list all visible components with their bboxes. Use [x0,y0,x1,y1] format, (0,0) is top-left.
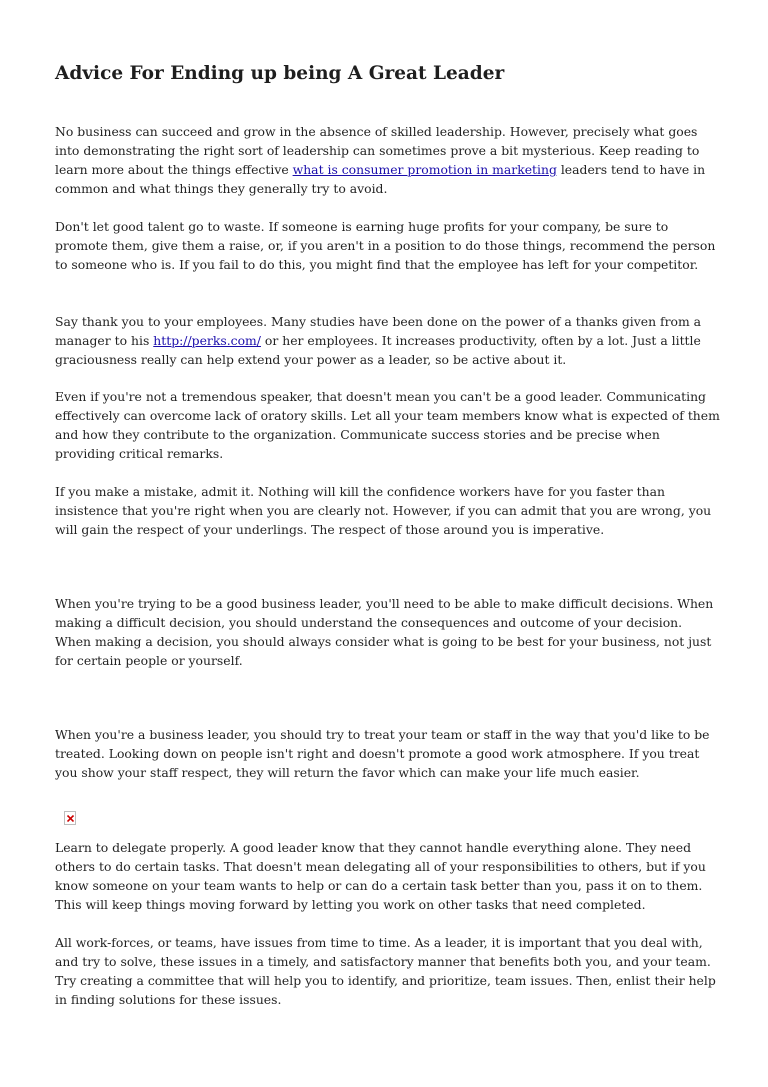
paragraph-delegate: Learn to delegate properly. A good leader know that they cannot handle everything alone. They need others to do certain tasks. That doesn't mean delegating all of your responsibilities to others, but if you know someone on your team wants to help or can do a certain task better than you, pass it on to them. This will keep things moving forward by letting you work on other tasks that need completed. [55,840,706,912]
perks-link[interactable]: http://perks.com/ [153,333,261,348]
paragraph-text: leaders tend to have in common and what things they generally try to avoid. [55,162,706,196]
page-title: Advice For Ending up being A Great Leader [55,63,505,84]
paragraph-mistake: If you make a mistake, admit it. Nothing will kill the confidence workers have for you faster than insistence that you're right when you are clearly not. However, if you can admit that you are wrong, you will gain the respect of your underlings. The respect of those around you is imperative. [55,484,712,537]
paragraph-treatment: When you're a business leader, you should try to treat your team or staff in the way that you'd like to be treated. Looking down on people isn't right and doesn't promote a good work atmosphere. If you treat you show your staff respect, they will return the favor which can make your life much easier. [55,727,710,780]
broken-image-x-icon [67,815,74,822]
broken-image-icon [64,811,76,825]
paragraph-thank-you [55,312,720,369]
paragraph-issues: All work-forces, or teams, have issues from time to time. As a leader, it is important that you deal with, and try to solve, these issues in a timely, and satisfactory manner that benefits both you, and your team. Try creating a committee that will help you to identify, and prioritize, team issues. Then, enlist their help in finding solutions for these issues. [55,935,716,1007]
paragraph-talent: Don't let good talent go to waste. If someone is earning huge profits for your company, be sure to promote them, give them a raise, or, if you aren't in a position to do those things, recommend the person to someone who is. If you fail to do this, you might find that the employee has left for your competitor. [55,219,716,272]
consumer-promotion-link[interactable]: what is consumer promotion in marketing [292,162,557,177]
paragraph-text: or her employees. It increases productivity, often by a lot. Just a little graciousness really can help extend your power as a leader, so be active about it. [55,333,701,367]
paragraph-intro [55,122,720,198]
paragraph-text: No business can succeed and grow in the absence of skilled leadership. However, precisely what goes into demonstrating the right sort of leadership can sometimes prove a bit mysterious. Keep reading to learn more about the things effective [55,124,700,177]
paragraph-decisions: When you're trying to be a good business leader, you'll need to be able to make difficult decisions. When making a difficult decision, you should understand the consequences and outcome of your decision. When making a decision, you should always consider what is going to be best for your business, not just for certain people or yourself. [55,596,714,668]
paragraph-text: Say thank you to your employees. Many studies have been done on the power of a thanks given from a manager to his [55,314,702,348]
paragraph-speaker: Even if you're not a tremendous speaker, that doesn't mean you can't be a good leader. Communicating effectively can overcome lack of oratory skills. Let all your team members know what is expected of them and how they contribute to the organization. Communicate success stories and be precise when providing critical remarks. [55,389,720,461]
